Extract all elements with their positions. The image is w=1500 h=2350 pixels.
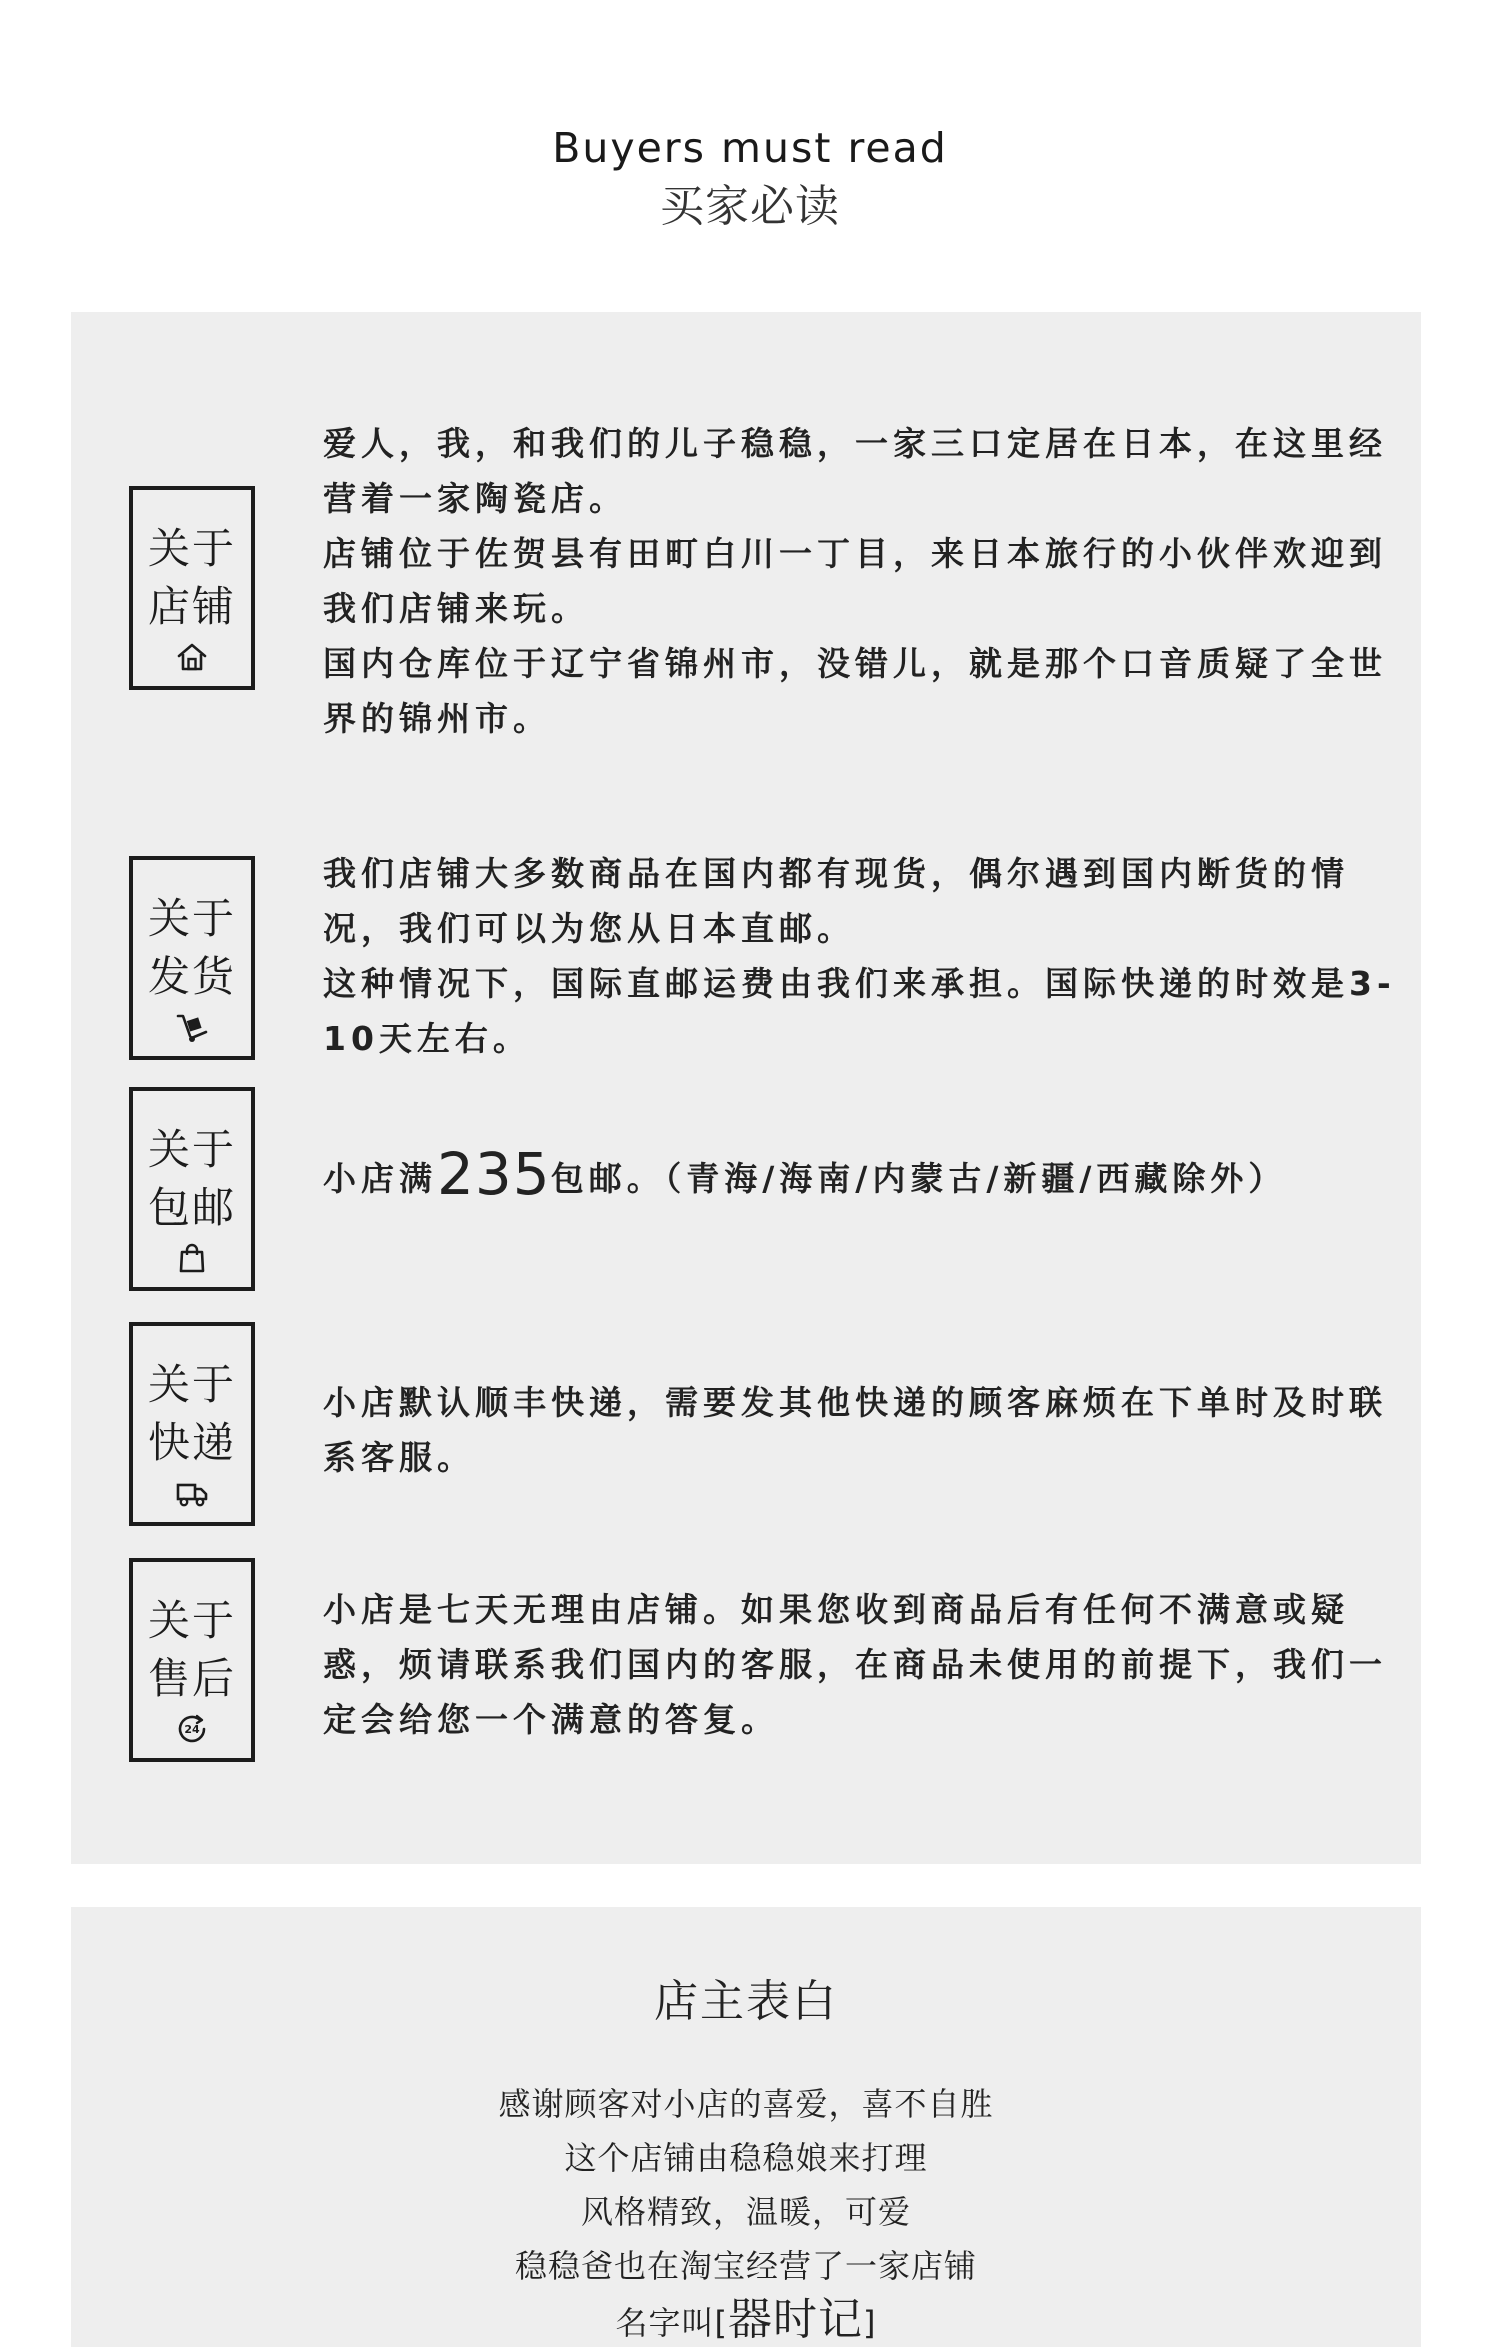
badge-label-line-1: 关于 xyxy=(147,524,236,573)
badge-label-line-2: 店铺 xyxy=(147,582,236,631)
shopping-bag-icon xyxy=(175,1241,209,1275)
paragraph: 小店是七天无理由店铺。如果您收到商品后有任何不满意或疑惑，烦请联系我们国内的客服，在商品未使用的前提下，我们一定会给您一个满意的答复。 xyxy=(323,1590,1387,1739)
badge-label-line-1: 关于 xyxy=(147,1596,236,1645)
section-text xyxy=(323,846,1403,1066)
badge-courier xyxy=(129,1322,255,1526)
house-icon xyxy=(175,640,209,674)
24h-icon-text: 24 xyxy=(184,1723,200,1736)
paragraph: 我们店铺大多数商品在国内都有现货，偶尔遇到国内断货的情况，我们可以为您从日本直邮。 xyxy=(323,854,1349,948)
badge-label-line-2: 发货 xyxy=(147,952,236,1001)
badge-about-shop xyxy=(129,486,255,690)
owner-line: 感谢顾客对小店的喜爱，喜不自胜 xyxy=(498,2085,994,2123)
section-text xyxy=(323,1375,1403,1485)
page-title-english: Buyers must read xyxy=(552,124,948,172)
hand-truck-icon xyxy=(175,1010,209,1044)
paragraph: 爱人，我，和我们的儿子稳稳，一家三口定居在日本，在这里经营着一家陶瓷店。 xyxy=(323,424,1387,518)
owner-message-panel xyxy=(71,1907,1421,2347)
badge-free-shipping xyxy=(129,1087,255,1291)
shop-name: 器时记 xyxy=(728,2294,863,2345)
page-header xyxy=(0,118,1500,236)
owner-line: 风格精致，温暖，可爱 xyxy=(580,2193,911,2231)
badge-label-line-1: 关于 xyxy=(147,1125,236,1174)
free-shipping-amount: 235 xyxy=(437,1140,551,1208)
free-shipping-suffix: 包邮。（青海/海南/内蒙古/新疆/西藏除外） xyxy=(550,1159,1287,1198)
badge-about-shipping xyxy=(129,856,255,1060)
page-title-chinese: 买家必读 xyxy=(660,181,840,232)
owner-message xyxy=(71,2077,1421,2350)
section-text xyxy=(323,1140,1403,1208)
paragraph: 店铺位于佐贺县有田町白川一丁目，来日本旅行的小伙伴欢迎到我们店铺来玩。 xyxy=(323,534,1387,628)
free-shipping-text xyxy=(323,1140,1403,1208)
owner-line: 稳稳爸也在淘宝经营了一家店铺 xyxy=(514,2247,977,2285)
badge-after-sales xyxy=(129,1558,255,1762)
buyer-notes-panel xyxy=(71,312,1421,1864)
paragraph: 国内仓库位于辽宁省锦州市，没错儿，就是那个口音质疑了全世界的锦州市。 xyxy=(323,644,1387,738)
section-text xyxy=(323,1582,1403,1747)
badge-label-line-2: 快递 xyxy=(147,1418,236,1467)
section-text xyxy=(323,416,1403,746)
shop-name-prefix: 名字叫[ xyxy=(615,2304,728,2342)
owner-line: 这个店铺由稳稳娘来打理 xyxy=(564,2139,928,2177)
badge-label-line-2: 包邮 xyxy=(147,1183,236,1232)
paragraph: 小店默认顺丰快递，需要发其他快递的顾客麻烦在下单时及时联系客服。 xyxy=(323,1383,1387,1477)
shop-name-suffix: ] xyxy=(863,2304,877,2342)
delivery-truck-icon xyxy=(175,1476,209,1510)
free-shipping-prefix: 小店满 xyxy=(323,1159,437,1198)
24h-service-icon xyxy=(175,1712,209,1746)
badge-label-line-1: 关于 xyxy=(147,894,236,943)
paragraph: 这种情况下，国际直邮运费由我们来承担。国际快递的时效是3-10天左右。 xyxy=(323,964,1396,1058)
badge-label-line-1: 关于 xyxy=(147,1360,236,1409)
badge-label-line-2: 售后 xyxy=(147,1654,236,1703)
owner-title: 店主表白 xyxy=(654,1976,838,2027)
